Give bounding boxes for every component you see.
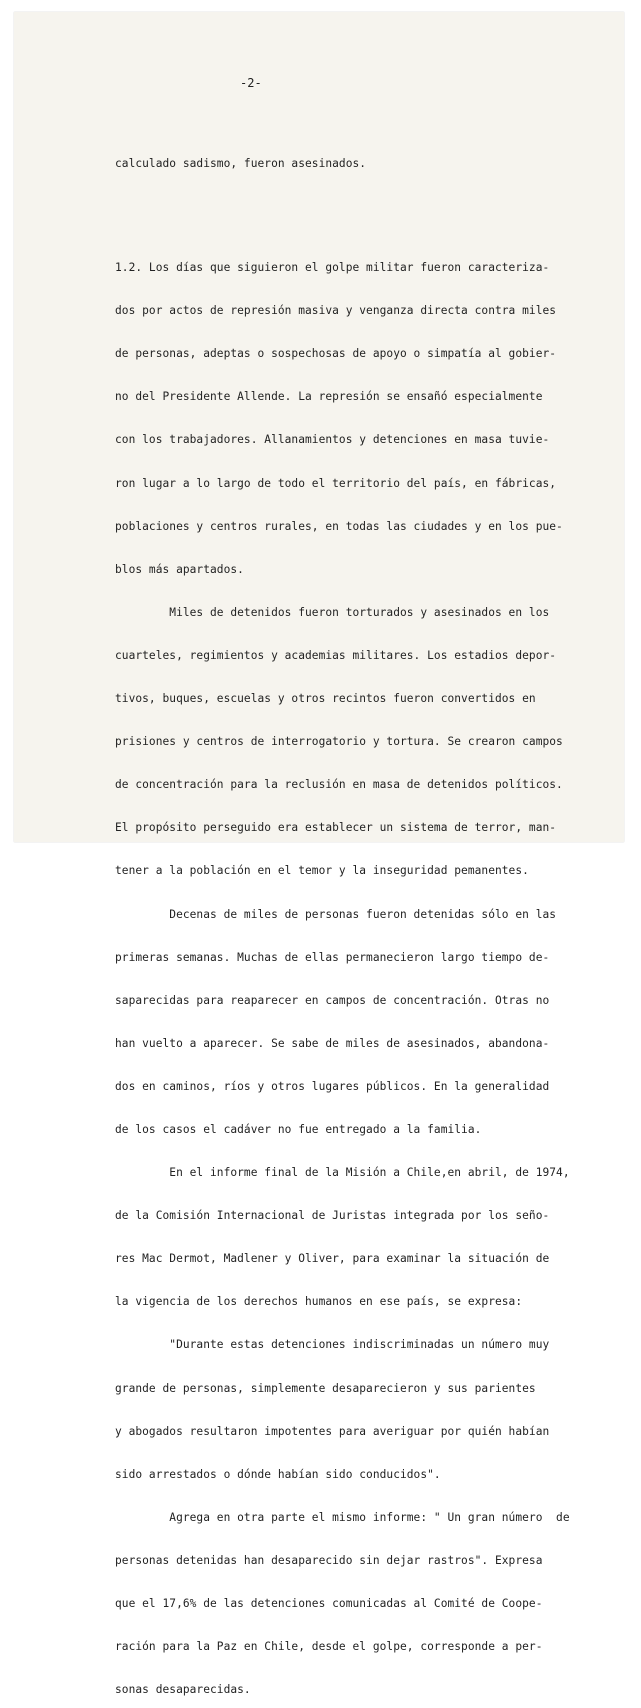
text-line: sonas desaparecidas. (115, 1683, 251, 1697)
text-line: grande de personas, simplemente desaparecieron y sus parientes (115, 1381, 536, 1395)
text-line: prisiones y centros de interrogatorio y tortura. Se crearon campos (115, 735, 563, 749)
text-line: no del Presidente Allende. La represión se ensañó especialmente (115, 390, 543, 404)
text-line: res Mac Dermot, Madlener y Oliver, para examinar la situación de (115, 1252, 550, 1266)
text-line: El propósito perseguido era establecer un sistema de terror, man- (115, 821, 557, 835)
text-line: de los casos el cadáver no fue entregado a la familia. (115, 1122, 482, 1136)
text-line: y abogados resultaron impotentes para averiguar por quién habían (115, 1424, 550, 1438)
text-line: de la Comisión Internacional de Juristas integrada por los seño- (115, 1209, 550, 1223)
text-line: tivos, buques, escuelas y otros recintos fueron convertidos en (115, 692, 536, 706)
text-line: ron lugar a lo largo de todo el territorio del país, en fábricas, (115, 476, 557, 490)
text-line: que el 17,6% de las detenciones comunicadas al Comité de Coope- (115, 1597, 543, 1610)
text-line: personas detenidas han desaparecido sin dejar rastros". Expresa (115, 1553, 543, 1567)
text-line: En el informe final de la Misión a Chile,en abril, de 1974, (115, 1166, 570, 1180)
text-line: la vigencia de los derechos humanos en ese país, se expresa: (115, 1295, 523, 1309)
text-line: ración para la Paz en Chile, desde el golpe, corresponde a per- (115, 1640, 543, 1654)
text-line: Agrega en otra parte el mismo informe: " Un gran número de (115, 1510, 570, 1524)
page-number: -2- (240, 76, 262, 90)
text-line: sido arrestados o dónde habían sido conducidos". (115, 1467, 441, 1481)
text-line: de concentración para la reclusión en masa de detenidos políticos. (115, 778, 563, 792)
text-line: blos más apartados. (115, 562, 244, 576)
text-line: poblaciones y centros rurales, en todas las ciudades y en los pue- (115, 519, 563, 533)
text-line: 1.2. Los días que siguieron el golpe militar fueron caracteriza- (115, 261, 550, 275)
text-line: cuarteles, regimientos y academias militares. Los estadios depor- (115, 648, 557, 662)
document-body (115, 129, 570, 1708)
text-line: saparecidas para reaparecer en campos de concentración. Otras no (115, 993, 550, 1007)
text-line: dos por actos de represión masiva y venganza directa contra miles (115, 304, 557, 318)
text-line: han vuelto a aparecer. Se sabe de miles de asesinados, abandona- (115, 1036, 550, 1050)
text-line: tener a la población en el temor y la inseguridad pemanentes. (115, 864, 529, 878)
text-line: dos en caminos, ríos y otros lugares públicos. En la generalidad (115, 1079, 550, 1093)
text-line: Miles de detenidos fueron torturados y asesinados en los (115, 605, 550, 619)
text-line: calculado sadismo, fueron asesinados. (115, 157, 367, 170)
blank-line (115, 198, 570, 233)
text-line: de personas, adeptas o sospechosas de apoyo o simpatía al gobier- (115, 347, 557, 361)
text-line: "Durante estas detenciones indiscriminadas un número muy (115, 1338, 550, 1352)
text-line: primeras semanas. Muchas de ellas permanecieron largo tiempo de- (115, 950, 550, 964)
text-line: Decenas de miles de personas fueron detenidas sólo en las (115, 907, 557, 921)
document-page (14, 12, 624, 1697)
text-line: con los trabajadores. Allanamientos y detenciones en masa tuvie- (115, 433, 550, 447)
